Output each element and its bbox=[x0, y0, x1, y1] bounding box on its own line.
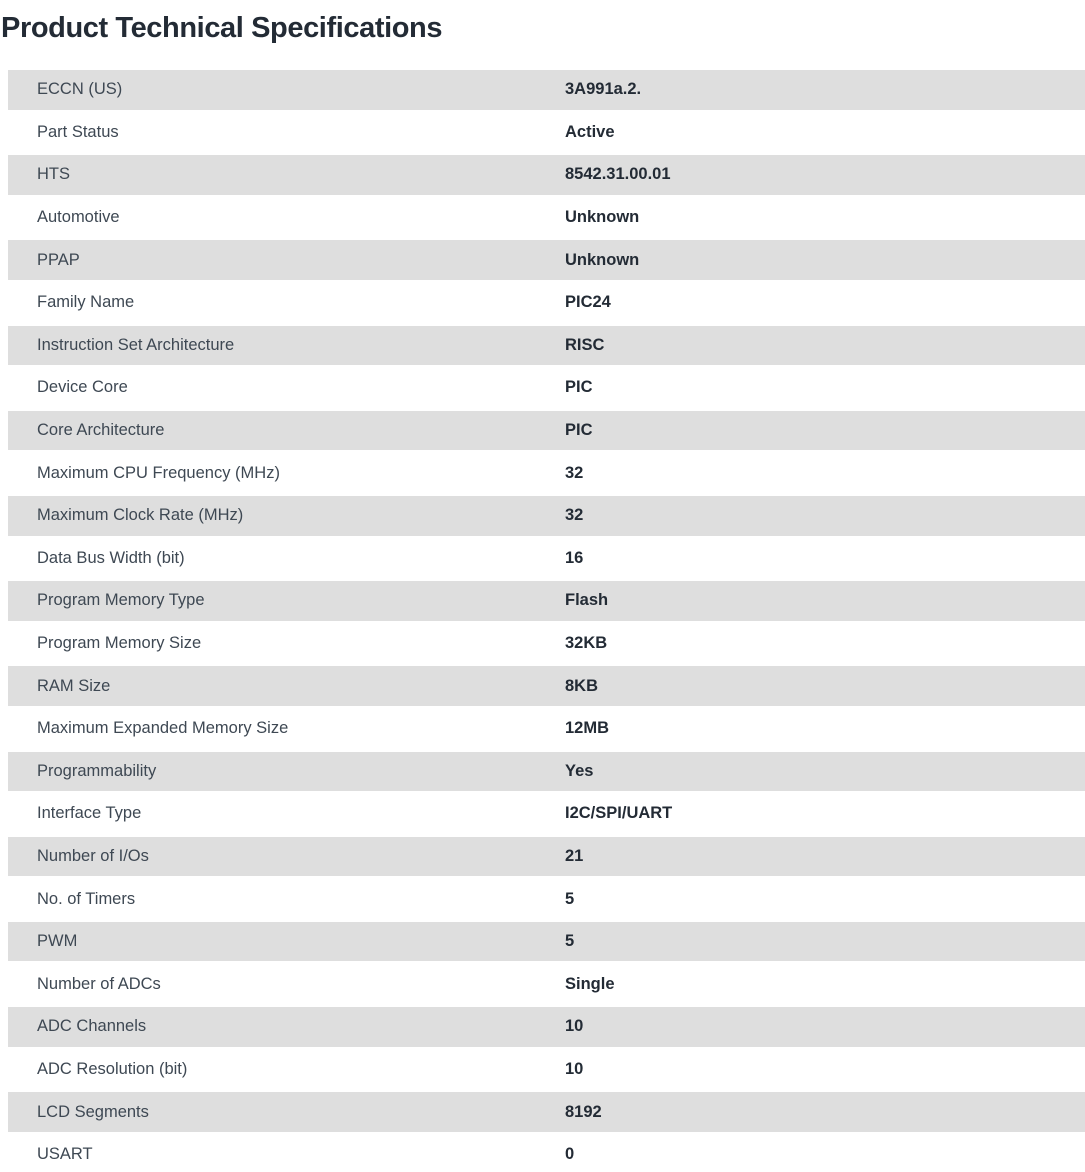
page-title: Product Technical Specifications bbox=[1, 12, 443, 44]
spec-row bbox=[8, 539, 1085, 582]
spec-value: I2C/SPI/UART bbox=[565, 804, 673, 823]
spec-label: Program Memory Size bbox=[37, 634, 202, 653]
spec-row bbox=[8, 1092, 1085, 1135]
spec-label: Data Bus Width (bit) bbox=[37, 548, 185, 567]
spec-label: Family Name bbox=[37, 293, 135, 312]
spec-row bbox=[8, 879, 1085, 922]
spec-label: Maximum Expanded Memory Size bbox=[37, 719, 289, 738]
spec-value: 3A991a.2. bbox=[565, 80, 642, 99]
spec-label: USART bbox=[37, 1145, 93, 1164]
spec-value: 8542.31.00.01 bbox=[565, 165, 671, 184]
spec-row bbox=[8, 453, 1085, 496]
spec-row bbox=[8, 496, 1085, 539]
spec-label: RAM Size bbox=[37, 676, 111, 695]
spec-label: Program Memory Type bbox=[37, 591, 205, 610]
spec-label: ADC Resolution (bit) bbox=[37, 1059, 188, 1078]
spec-row bbox=[8, 1007, 1085, 1050]
spec-label: Programmability bbox=[37, 761, 157, 780]
spec-row bbox=[8, 964, 1085, 1007]
spec-label: ECCN (US) bbox=[37, 80, 123, 99]
spec-label: Number of I/Os bbox=[37, 846, 149, 865]
spec-row bbox=[8, 155, 1085, 198]
spec-row bbox=[8, 922, 1085, 965]
spec-value: Active bbox=[565, 122, 615, 141]
spec-value: 16 bbox=[565, 548, 584, 567]
spec-value: Yes bbox=[565, 761, 594, 780]
spec-label: LCD Segments bbox=[37, 1102, 149, 1121]
spec-value: 5 bbox=[565, 889, 575, 908]
spec-row bbox=[8, 113, 1085, 156]
spec-label: PWM bbox=[37, 932, 78, 951]
spec-label: Maximum Clock Rate (MHz) bbox=[37, 506, 244, 525]
spec-row bbox=[8, 70, 1085, 113]
spec-value: RISC bbox=[565, 335, 605, 354]
spec-row bbox=[8, 198, 1085, 241]
spec-label: HTS bbox=[37, 165, 70, 184]
spec-row bbox=[8, 581, 1085, 624]
spec-value: 32 bbox=[565, 506, 584, 525]
spec-value: 32 bbox=[565, 463, 584, 482]
spec-value: PIC bbox=[565, 421, 593, 440]
spec-label: Maximum CPU Frequency (MHz) bbox=[37, 463, 280, 482]
spec-label: Part Status bbox=[37, 122, 119, 141]
spec-value: 0 bbox=[565, 1145, 575, 1164]
spec-row bbox=[8, 368, 1085, 411]
spec-value: 8192 bbox=[565, 1102, 602, 1121]
spec-row bbox=[8, 837, 1085, 880]
spec-label: Device Core bbox=[37, 378, 128, 397]
spec-value: PIC bbox=[565, 378, 593, 397]
spec-label: Automotive bbox=[37, 208, 120, 227]
spec-row bbox=[8, 624, 1085, 667]
spec-row bbox=[8, 326, 1085, 369]
spec-value: 10 bbox=[565, 1017, 584, 1036]
spec-row bbox=[8, 283, 1085, 326]
spec-row bbox=[8, 1050, 1085, 1093]
spec-label: Interface Type bbox=[37, 804, 142, 823]
spec-label: Instruction Set Architecture bbox=[37, 335, 235, 354]
spec-value: PIC24 bbox=[565, 293, 611, 312]
spec-value: 8KB bbox=[565, 676, 599, 695]
spec-row bbox=[8, 1135, 1085, 1172]
spec-value: 5 bbox=[565, 932, 575, 951]
spec-row bbox=[8, 794, 1085, 837]
spec-label: No. of Timers bbox=[37, 889, 136, 908]
spec-label: Core Architecture bbox=[37, 421, 165, 440]
spec-value: Unknown bbox=[565, 250, 640, 269]
spec-label: PPAP bbox=[37, 250, 80, 269]
spec-table bbox=[8, 70, 1085, 1172]
spec-value: 12MB bbox=[565, 719, 610, 738]
spec-row bbox=[8, 752, 1085, 795]
spec-row bbox=[8, 709, 1085, 752]
spec-row bbox=[8, 411, 1085, 454]
spec-value: Unknown bbox=[565, 208, 640, 227]
spec-value: 32KB bbox=[565, 634, 608, 653]
spec-value: 10 bbox=[565, 1059, 584, 1078]
spec-row bbox=[8, 240, 1085, 283]
spec-value: Single bbox=[565, 974, 615, 993]
spec-value: 21 bbox=[565, 846, 584, 865]
spec-row bbox=[8, 666, 1085, 709]
spec-value: Flash bbox=[565, 591, 609, 610]
spec-label: Number of ADCs bbox=[37, 974, 161, 993]
spec-label: ADC Channels bbox=[37, 1017, 147, 1036]
